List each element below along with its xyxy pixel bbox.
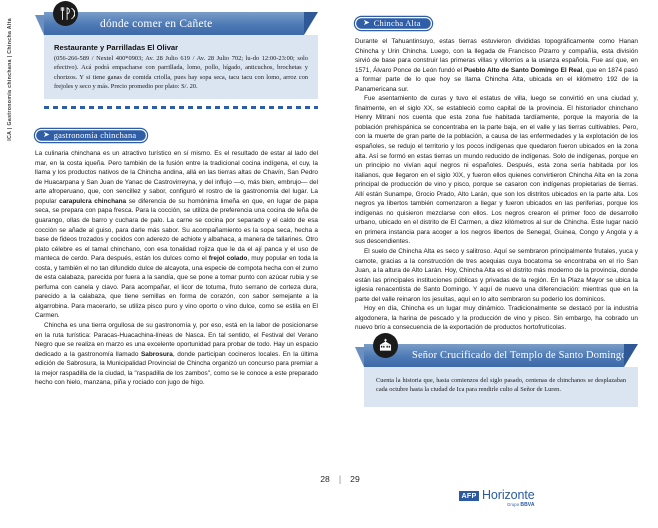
- brand-sub: [507, 502, 535, 508]
- restaurant-card-body: [44, 35, 318, 99]
- running-head-label: ICA | Gastronomía chinchana | Chincha Alta: [7, 18, 13, 141]
- brand-text: [482, 489, 535, 508]
- restaurant-name: Restaurante y Parrilladas El Olivar: [54, 43, 179, 52]
- folio-separator: |: [338, 474, 342, 484]
- page-gutter: [329, 0, 330, 528]
- paragraph: La culinaria chinchana es un atractivo turístico en sí mismo. Es el resultado de estar al lado del mar, en la costa iqueña. Pero también de la fusión entre la tradicional cocina indígena, el cuy, la llama y los productos nativos de la Chincha andina, allá en las tierras altas de Chavín, San Pedro de Huacarpana y San Juan de Yanac de Castrovirreyna, y del influjo —o, más bien, embrujo— del arte afroperuano, que, con sencillez y sabor, configuró el rostro de la gastronomía del lugar. La popular carapulcra chinchana se diferencia de su homónima limeña en que, en lugar de papa seca, se prepara con papa fresca. Para la cocción, se utiliza de preferencia una cocina de leña de guarango, ollas de barro y cuchara de palo. La carne se cocina por separado y el caldo de esa cocción se añade al guiso, para darle más sabor. Su acompañamiento es la sopa seca, hecha a base de fideos trozados y cocidos con aderezo de achiote y albahaca, a manera de tallarines. Otro plato célebre es el tamal chinchano, con esa tonalidad rojiza que le da el ají panca y el uso de manteca de cerdo. Para después, están los dulces como el frejol colado, muy popular en toda la costa, y también el no tan difundido dulce de alcayota, una especie de compota hecha con el zumo de esta calabaza, parecida por fuera a la sandía, que se pone a tomar punto con azúcar rubia y se perfuma con canela y clavo. Para acompañar, el licor de totuma, fruto serrano de corteza dura, parecido a la calabaza, que tiene semillas en forma de corazón, con sabor semejante a la algarrobina. Para macerarlo, se utiliza pisco puro y vino oporto o vino dulce, como se estila en El Carmen.: [35, 150, 318, 320]
- brand-name: Horizonte: [481, 488, 535, 502]
- brand-sub-name: BBVA: [520, 502, 535, 508]
- left-page-column: [35, 12, 318, 388]
- info-card-body: [364, 367, 638, 407]
- brand-logo: [459, 489, 535, 508]
- restaurant-details: (056-266-589 / Nextel 400*0903; Av. 28 Julio 619 / Av. 28 Julio 702; lu-do 12:00-23:00; solo efectivo). Acá podrá empacharse con parrillada, lomo, pollo, hígado, anticuchos, brochetas y chorizos. Y si tiene ganas de comida criolla, pues hay sopa seca, tacu tacu con lomo, arroz con frejoles y seco y más. Precio promedio por plato: S/. 20.: [54, 55, 308, 91]
- restaurant-card-banner: [44, 12, 304, 35]
- section-heading-gastronomia-label: gastronomía chinchana: [53, 130, 137, 140]
- page-number-right: 29: [350, 474, 360, 484]
- cutlery-icon: [53, 1, 78, 26]
- page-number-left: 28: [320, 474, 330, 484]
- dotted-divider: [44, 106, 318, 109]
- page-folio: [310, 474, 370, 484]
- brand-sub-prefix: Grupo: [506, 502, 521, 507]
- info-card-text: Cuenta la historia que, hasta comienzos del siglo pasado, centenas de chinchanos se desplazaban cada octubre hasta la ciudad de Ica para rendirle culto al Señor de Luren.: [376, 376, 626, 394]
- info-card-title: Señor Crucificado del Templo de Santo Domingo: [412, 349, 627, 361]
- brand-mark-afp: AFP: [459, 491, 479, 501]
- paragraph: Fue asentamiento de curas y tuvo el estatus de villa, luego se convirtió en una ciudad y, finalmente, en el siglo XX, se estableció como capital de la provincia. El historiador chinchano Henry Mitrani nos cuenta que esta zona fue habitada tardíamente, porque la mayoría de la población prehispánica se concentraba en la parte baja, en el valle y las tierras cultivables. Pero, con la muerte de gran parte de la población, a causa de las enfermedades y la explotación de los españoles, se redujo el territorio y los pocos indígenas que quedaron fueron ubicados en la zona alta. Así se formó en estas tierras un mundo reducido de indígenas. Solo de indígenas, porque en un principio no vivían aquí negros ni españoles. Después, esta zona sería habitada por los italianos, que llegaron en el siglo XIX, y fueron ellos quienes convirtieron Chincha Alta en la zona principal de producción de vino y pisco, porque se casaron con indígenas propietarias de tierras. Allí están Sunampe, Grocio Prado, Alto Larán, que son los distritos ubicados en la parte alta. Los negros ya libertos también comenzaron a llegar y fueron ubicados en las periferias, porque los indígenas no quisieron mezclarse con ellos. Los negros crearon el primer foco de desarrollo urbano, ubicado en el distrito de El Carmen, a diez kilómetros al sur de Chincha. Este lugar nació en primera instancia para acoger a los negros libertos de Senegal, Guinea, Congo y Angola y a sus descendientes.: [355, 95, 638, 246]
- paragraph: Durante el Tahuantinsuyo, estas tierras estuvieron divididas topográficamente como Hanan Chincha y Urin Chincha. Luego, con la llegada de Francisco Pizarro y compañía, esta división sirvió de base para construir las primeras villas y villorrios a la usanza española. Fue así que, en 1571, Álvaro Ponce de León fundó el Pueblo Alto de Santo Domingo El Real, que en 1874 pasó a formar parte de lo que hoy se llama Chincha Alta, ubicada en el kilómetro 192 de la Panamericana sur.: [355, 38, 638, 93]
- left-page-body: [35, 149, 318, 388]
- arrow-right-icon: ➤: [363, 18, 370, 27]
- section-heading-chincha-alta-label: Chincha Alta: [373, 18, 421, 28]
- right-page-body: [355, 37, 638, 333]
- arrow-right-icon: ➤: [43, 130, 50, 140]
- info-card: [355, 344, 638, 407]
- paragraph: El suelo de Chincha Alta es seco y salitroso. Aquí se sembraron principalmente frutales, yuca y camote, gracias a la construcción de tres acequias cuya bocatoma se encontraba en el río San Juan, a la altura de Alto Larán. Hoy, Chincha Alta es el distrito más moderno de la provincia, donde están las principales instituciones públicas y privadas de la región. En la Plaza Mayor se ubica la iglesia renacentista de Santo Domingo. Y aquí de nuevo una diferenciación: mientras que en la parte del valle reinaron los jesuitas, aquí en lo alto sembraron su poderío los dominicos.: [355, 248, 638, 303]
- paragraph: Hoy en día, Chincha es un lugar muy dinámico. Tradicionalmente se destacó por la industria algodonera, la harina de pescado y la producción de vino y pisco. Sin embargo, ha cobrado un nuevo brío a consecuencia de la exportación de productos hortofrutícolas.: [355, 305, 638, 332]
- restaurant-card-title: dónde comer en Cañete: [100, 17, 213, 30]
- info-card-banner: [364, 344, 627, 367]
- section-heading-gastronomia: [35, 129, 147, 143]
- restaurant-card: [35, 12, 318, 109]
- right-page-column: [355, 12, 638, 413]
- section-heading-chincha-alta: [355, 17, 432, 31]
- church-icon: [373, 333, 398, 358]
- paragraph: Chincha es una tierra orgullosa de su gastronomía y, por eso, está en la labor de posicionarse en la ruta turística: Paracas-Huacachina-líneas de Nasca. En tal sentido, el Festival del Verano Negro que se realiza en marzo es una excelente oportunidad para probar de todo. Hay un espacio dedicado a la gastronomía llamado Sabrosura, donde participan cocineros locales. En la última edición de Sabrosura, la Municipalidad Provincial de Chincha organizó un concurso para premiar a la mejor raspadilla de la ciudad, la "raspadilla de los zambos", como se le conoce a este preparado hecho con hielo, manzana, piña y rociado con jugo de higo.: [35, 321, 318, 387]
- running-head: [2, 18, 18, 248]
